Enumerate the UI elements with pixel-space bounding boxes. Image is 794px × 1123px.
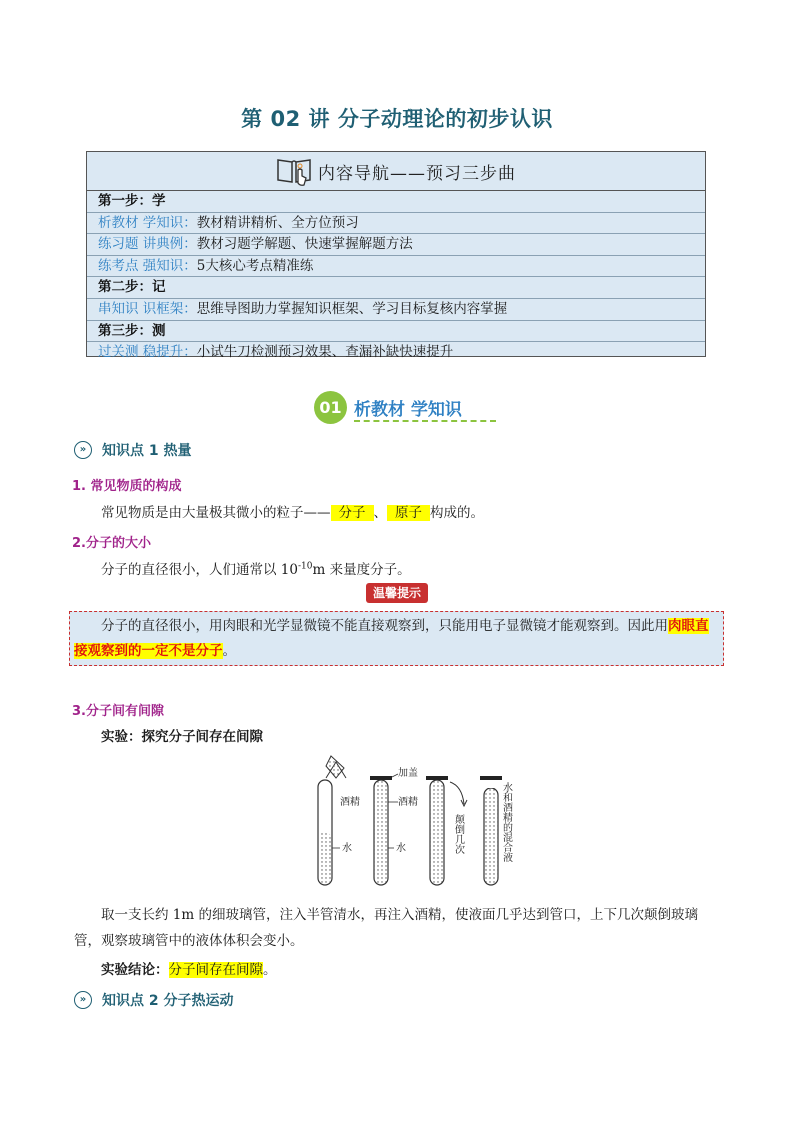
section-number: 01 [314,391,347,424]
nav-header [87,152,705,191]
label-mixture: 水和酒精的混合液 [500,782,512,862]
section-label: 析教材 学知识 [354,400,462,420]
label-water: 水 [396,843,406,854]
tip-badge: 温馨提示 [366,583,428,603]
label-water: 水 [342,843,352,854]
tip-highlight: 接观察到的一定不是分子 [74,643,223,659]
answer-highlight: 分子 [331,505,374,521]
double-chevron-icon: » [74,441,92,459]
subsection-heading: 2.分子的大小 [72,536,151,551]
conclusion-highlight: 分子间存在间隙 [168,962,263,978]
section-heading [314,391,494,423]
subsection-heading: 3.分子间有间隙 [72,704,164,719]
nav-header-label: 内容导航——预习三步曲 [318,163,516,184]
knowledge-point-title: 知识点 1 热量 [102,443,192,459]
section-underline [354,420,496,422]
nav-row: 第二步：记 [87,277,705,299]
tip-highlight: 肉眼直 [668,618,709,634]
experiment-conclusion: 实验结论：分子间存在间隙。 [101,962,277,978]
knowledge-point-1 [74,440,192,460]
book-hand-icon [276,156,312,186]
page-title: 第 02 讲 分子动理论的初步认识 [241,107,553,131]
nav-row: 练习题 讲典例：教材习题学解题、快速掌握解题方法 [87,234,705,256]
knowledge-point-title: 知识点 2 分子热运动 [102,993,234,1009]
paragraph: 分子的直径很小，人们通常以 $10^{-10}m$ 来量度分子。 [101,561,411,578]
nav-row: 练考点 强知识：5大核心考点精准练 [87,256,705,278]
experiment-description: 取一支长约 1m 的细玻璃管，注入半管清水，再注入酒精，使液面几乎达到管口，上下几次颠倒玻璃管，观察玻璃管中的液体体积会变小。 [74,907,698,949]
nav-row: 串知识 识框架：思维导图助力掌握知识框架、学习目标复核内容掌握 [87,299,705,321]
double-chevron-icon: » [74,991,92,1009]
nav-row: 第一步：学 [87,191,705,213]
label-invert: 颠倒几次 [452,814,464,854]
answer-highlight: 原子 [387,505,430,521]
experiment-title: 实验：探究分子间存在间隙 [101,729,263,745]
label-alcohol: 酒精 [398,797,418,808]
content-navigation-box [86,151,706,361]
nav-row: 第三步：测 [87,321,705,343]
subsection-heading: 1. 常见物质的构成 [72,479,182,494]
label-alcohol: 酒精 [340,797,360,808]
nav-row: 析教材 学知识：教材精讲精析、全方位预习 [87,213,705,235]
nav-row: 过关测 稳提升：小试牛刀检测预习效果、查漏补缺快速提升 [98,344,454,361]
tip-box: 分子的直径很小，用肉眼和光学显微镜不能直接观察到，只能用电子显微镜才能观察到。因此用肉眼直接观察到的一定不是分子。 [69,611,724,666]
glass-tube-experiment-figure [304,752,520,892]
paragraph: 常见物质是由大量极其微小的粒子—— 分子 、 原子 构成的。 [101,505,484,521]
label-cap: 加盖 [398,768,418,779]
knowledge-point-2 [74,990,234,1010]
